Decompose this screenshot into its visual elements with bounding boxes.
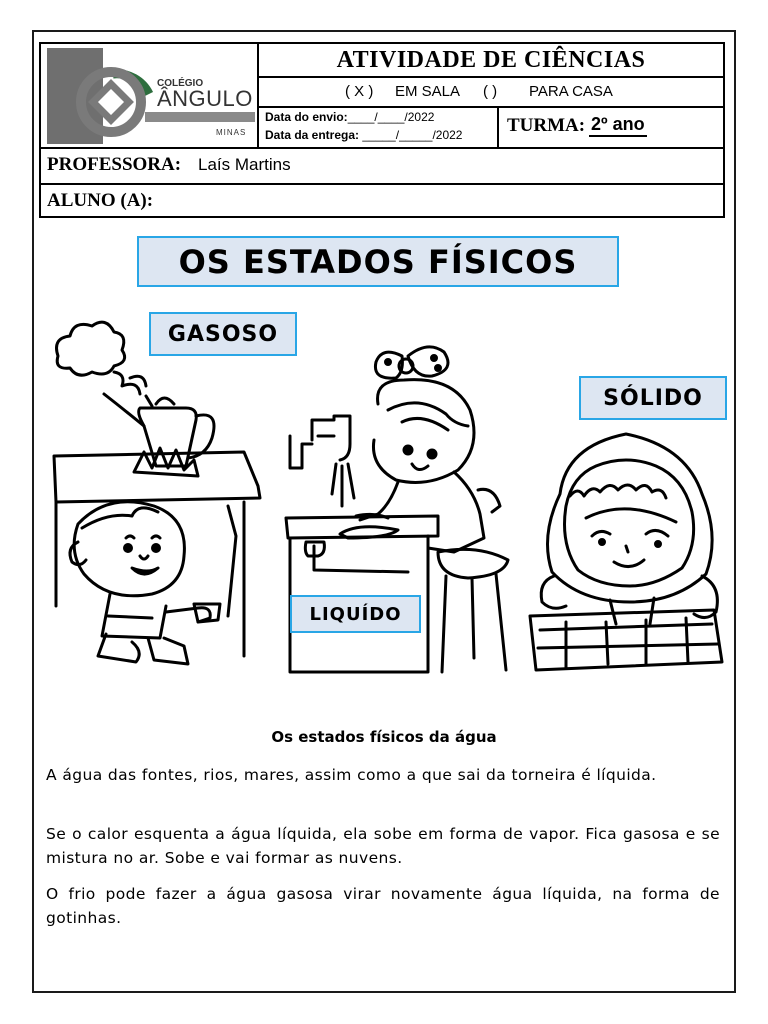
logo-region: MINAS	[216, 128, 247, 137]
turma-value: 2º ano	[589, 113, 647, 137]
paragraph-gas: Se o calor esquenta a água líquida, ela sobe em forma de vapor. Fica gasosa e se mistura no ar. Sobe e vai formar as nuvens.	[46, 825, 720, 867]
section-subtitle: Os estados físicos da água	[271, 728, 497, 746]
paragraph-liquid: A água das fontes, rios, mares, assim como a que sai da torneira é líquida.	[46, 766, 657, 784]
solido-label: SÓLIDO	[579, 376, 727, 420]
turma-label: TURMA:	[507, 115, 586, 136]
em-sala-checkbox[interactable]: ( X )	[345, 83, 374, 100]
para-casa-checkbox[interactable]: ( )	[483, 83, 498, 100]
em-sala-label: EM SALA	[395, 83, 461, 100]
school-logo	[41, 44, 259, 147]
gasoso-label: GASOSO	[149, 312, 297, 356]
professora-label: PROFESSORA:	[47, 154, 182, 175]
entrega-date-field[interactable]: _____/_____/2022	[359, 128, 463, 142]
activity-title: ATIVIDADE DE CIÊNCIAS	[259, 44, 723, 78]
logo-school-word: COLÉGIO	[157, 78, 204, 89]
logo-band	[145, 112, 255, 122]
aluno-row	[41, 183, 723, 216]
worksheet-header	[39, 42, 725, 218]
logo-school-name: ÂNGULO	[157, 86, 253, 111]
para-casa-label: PARA CASA	[529, 83, 613, 100]
envio-label: Data do envio:	[265, 110, 348, 124]
envio-date-field[interactable]: ____/____/2022	[347, 110, 435, 124]
paragraph-condensation: O frio pode fazer a água gasosa virar novamente água líquida, na forma de gotinhas.	[46, 885, 720, 927]
child-in-hood-illustration	[526, 426, 726, 682]
aluno-label: ALUNO (A):	[47, 190, 154, 211]
turma-block	[499, 108, 723, 147]
dates-block	[259, 108, 499, 147]
stove-kettle-boy-illustration	[48, 316, 262, 678]
page-title: OS ESTADOS FÍSICOS	[137, 236, 619, 287]
mode-row	[259, 78, 723, 108]
aluno-name-field[interactable]	[206, 191, 706, 213]
professora-row	[41, 147, 723, 183]
liquido-label: LIQUÍDO	[290, 595, 421, 633]
professora-name: Laís Martins	[198, 155, 291, 174]
entrega-label: Data da entrega:	[265, 128, 360, 142]
